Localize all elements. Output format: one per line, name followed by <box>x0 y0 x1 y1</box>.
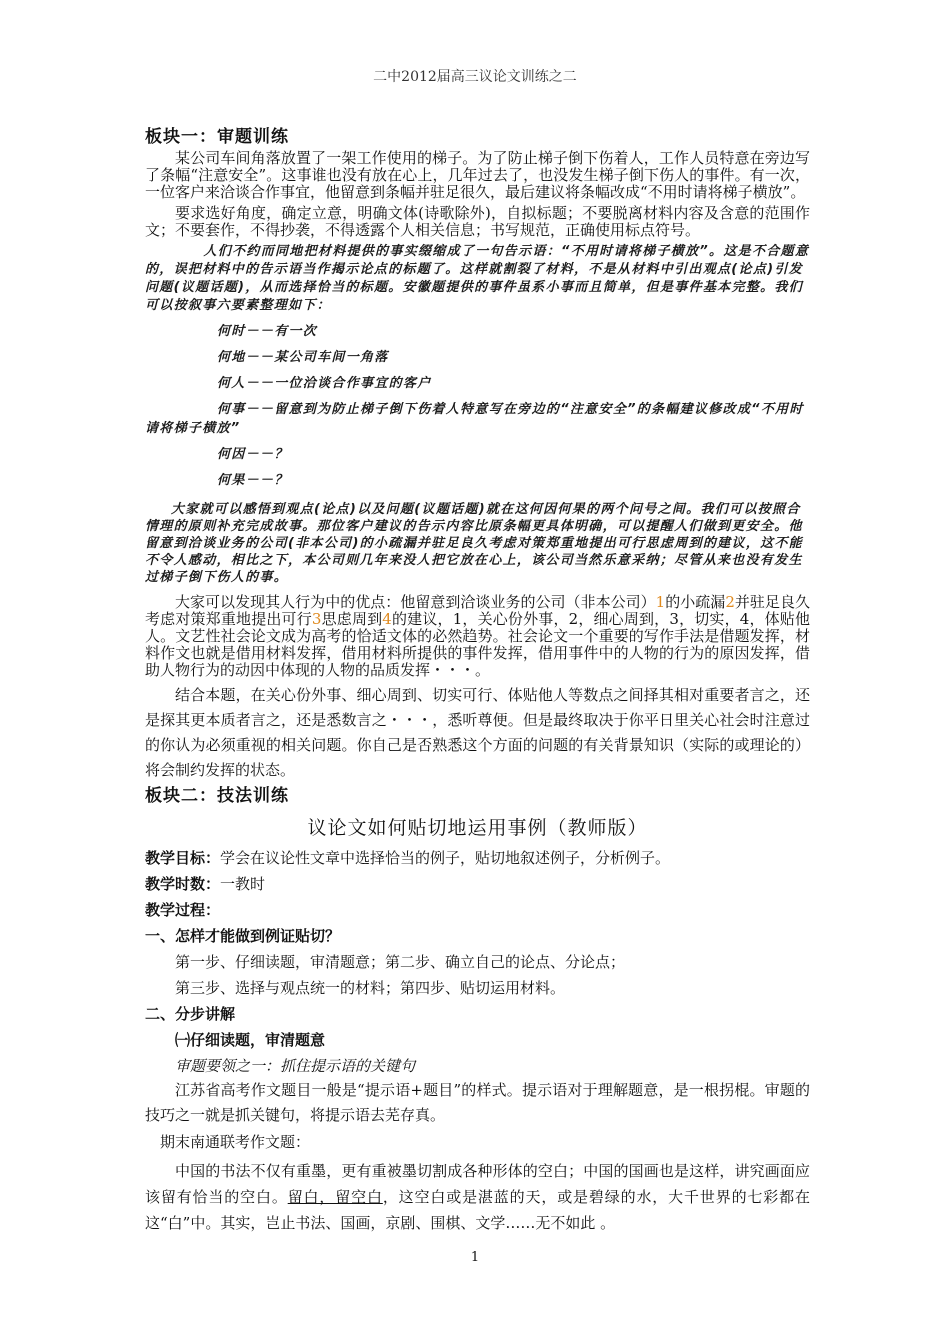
question-1: 一、怎样才能做到例证贴切？ <box>145 927 341 945</box>
six-elements-why: 何因－－？ <box>217 447 289 462</box>
marker-2: 2 <box>725 593 735 611</box>
six-elements-what: 何事－－留意到为防止梯子倒下伤着人特意写在旁边的“注意安全”的条幅建议修改成“不用时请将梯子横放” <box>145 402 804 436</box>
six-elements-when: 何时－－有一次 <box>217 324 318 339</box>
six-elements-where: 何地－－某公司车间一角落 <box>217 350 389 365</box>
page-number: 1 <box>470 1250 480 1265</box>
lesson-title: 议论文如何贴切地运用事例（教师版） <box>307 817 648 839</box>
key-point-1: 审题要领之一：抓住提示语的关键句 <box>175 1057 416 1075</box>
material-paragraph: 某公司车间角落放置了一架工作使用的梯子。为了防止梯子倒下伤着人，工作人员特意在旁边写了条幅“注意安全”。这事谁也没有放在心上，几年过去了，也没发生梯子倒下伤人的事件。有一次，一位客户来洽谈合作事宜，他留意到条幅并驻足很久，最后建议将条幅改成“不用时请将梯子横放”。 <box>145 149 810 201</box>
marker-4: 4 <box>382 610 392 628</box>
section1-heading: 板块一：审题训练 <box>145 127 289 147</box>
nantong-label: 期末南通联考作文题： <box>160 1133 311 1151</box>
analysis-note-1: 人们不约而同地把材料提供的事实缀缩成了一句告示语：“不用时请将梯子横放”。这是不合题意的，误把材料中的告示语当作揭示论点的标题了。这样就割裂了材料，不是从材料中引出观点(论点)引发问题(议题话题)，从而选择恰当的标题。安徽题提供的事件虽系小事而且简单，但是事件基本完整。我们可以按叙事六要素整理如下： <box>145 244 810 313</box>
steps-line-2: 第三步、选择与观点统一的材料；第四步、贴切运用材料。 <box>175 979 566 997</box>
teaching-process: 教学过程： <box>145 901 221 919</box>
teaching-goal: 教学目标：学会在议论性文章中选择恰当的例子，贴切地叙述例子，分析例子。 <box>145 849 671 867</box>
six-elements-who: 何人－－一位洽谈合作事宜的客户 <box>217 376 432 391</box>
running-header: 二中2012届高三议论文训练之二 <box>373 69 577 85</box>
page-content <box>145 124 810 1236</box>
jiangsu-paragraph: 江苏省高考作文题目一般是“提示语+题目”的样式。提示语对于理解题意，是一根拐棍。审题的技巧之一就是抓关键句，将提示语去芜存真。 <box>145 1081 810 1124</box>
prompt-quote: 中国的书法不仅有重墨，更有重被墨切割成各种形体的空白；中国的国画也是这样，讲究画面应该留有恰当的空白。留白，留空白，这空白或是湛蓝的天，或是碧绿的水，大千世界的七彩都在这“白”中。其实，岂止书法、国画，京剧、围棋、文学……无不如此 。 <box>145 1162 810 1232</box>
marker-1: 1 <box>655 593 666 611</box>
underlined-phrase: 留白，留空白 <box>287 1188 383 1206</box>
six-elements-result: 何果－－？ <box>217 473 289 488</box>
marker-3: 3 <box>311 610 322 628</box>
subsection-1: ㈠仔细读题，审清题意 <box>175 1031 326 1049</box>
section2-heading: 板块二：技法训练 <box>145 786 289 806</box>
steps-line-1: 第一步、仔细读题，审清题意；第二步、确立自己的论点、分论点； <box>175 953 626 971</box>
conclusion-paragraph: 结合本题，在关心份外事、细心周到、切实可行、体贴他人等数点之间择其相对重要者言之，还是探其更本质者言之，还是悉数言之・・・，悉听尊便。但是最终取决于你平日里关心社会时注意过的你认为必须重视的相关问题。你自己是否熟悉这个方面的问题的有关背景知识（实际的或理论的）将会制约发挥的状态。 <box>145 686 810 779</box>
teaching-time: 教学时数：一教时 <box>145 875 266 893</box>
question-2: 二、分步讲解 <box>145 1005 236 1023</box>
merits-paragraph: 大家可以发现其人行为中的优点：他留意到洽谈业务的公司（非本公司）1的小疏漏2并驻足良久考虑对策郑重地提出可行3思虑周到4的建议，1，关心份外事，2，细心周到，3，切实，4，体贴他人。文艺性社会论文成为高考的恰适文体的必然趋势。社会论文一个重要的写作手法是借题发挥，材料作文也就是借用材料发挥，借用材料所提供的事件发挥，借用事件中的人物的行为的原因发挥，借助人物行为的动因中体现的人物的品质发挥・・・。 <box>145 593 810 679</box>
requirements-paragraph: 要求选好角度，确定立意，明确文体(诗歌除外)，自拟标题；不要脱离材料内容及含意的范围作文；不要套作，不得抄袭，不得透露个人相关信息；书写规范，正确使用标点符号。 <box>145 204 810 239</box>
analysis-note-2: 大家就可以感悟到观点(论点)以及问题(议题话题)就在这何因何果的两个问号之间。我们可以按照合情理的原则补充完成故事。那位客户建议的告示内容比原条幅更具体明确，可以提醒人们做到更安全。他留意到洽谈业务的公司(非本公司)的小疏漏并驻足良久考虑对策郑重地提出可行思虑周到的建议，这不能不令人感动，相比之下，本公司则几年来没人把它放在心上，该公司当然乐意采纳；尽管从来也没有发生过梯子倒下伤人的事。 <box>145 502 803 585</box>
